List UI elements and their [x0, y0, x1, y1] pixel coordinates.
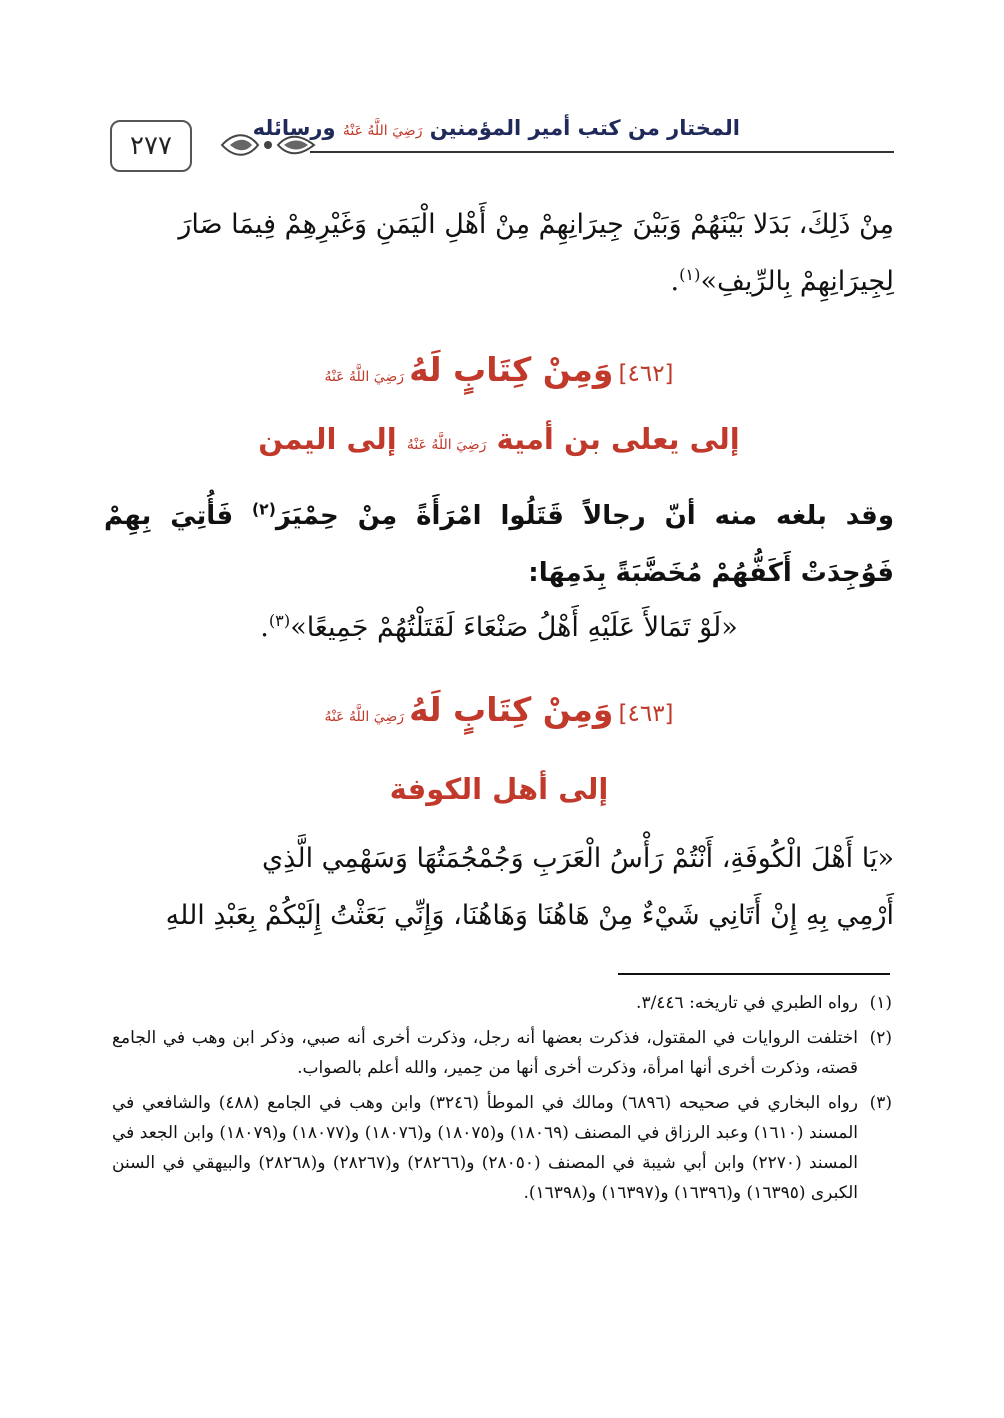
subheading-463-text: إلى أهل الكوفة [389, 772, 609, 806]
context-462-part2: فَأُتِيَ بِهِمْ فَوُجِدَتْ أَكَفُّهُمْ مُخَضَّبَةً بِدَمِهَا: [104, 501, 894, 588]
footnote-divider [618, 973, 890, 975]
quote-462-end: . [260, 612, 269, 643]
footnote-ref-2[interactable]: (٢) [252, 500, 276, 519]
section-463-subheading [104, 772, 894, 806]
section-462-honorific: رَضِيَ اللَّهُ عَنْهُ [324, 369, 405, 385]
quote-462-text: «لَوْ تَمَالأَ عَلَيْهِ أَهْلُ صَنْعَاءَ لَقَتَلْتُهُمْ جَمِيعًا» [290, 612, 738, 643]
page-number-text: ٢٧٧ [130, 131, 172, 161]
section-462-context [104, 488, 894, 602]
intro-end: . [670, 266, 680, 297]
intro-line-1: مِنْ ذَلِكَ، بَدَلا بَيْنَهُمْ وَبَيْنَ جِيرَانِهِمْ مِنْ أَهْلِ الْيَمَنِ وَغَيْرِهِمْ فِيمَا صَارَ [178, 209, 894, 240]
subheading-462-part1: إلى يعلى بن أمية [496, 422, 740, 456]
footnote-ref-3[interactable]: (٣) [268, 611, 291, 630]
section-463-text [104, 830, 894, 944]
footnote-3-text: رواه البخاري في صحيحه (٦٨٩٦) ومالك في الموطأ (٣٢٤٦) وابن وهب في الجامع (٤٨٨) والشافعي في المسند (١٦١٠) وعبد الرزاق في المصنف (١٨٠٦٩) و(١٨٠٧٥) و(١٨٠٧٦) و(١٨٠٧٧) و(١٨٠٧٩) وابن الجعد في المسند (٢٢٧٠) وابن أبي شيبة في المصنف (٢٨٠٥٠) و(٢٨٢٦٦) و(٢٨٢٦٧) و(٢٨٢٦٨) والبيهقي في السنن الكبرى (١٦٣٩٥) و(١٦٣٩٦) و(١٦٣٩٧) و(١٦٣٩٨). [112, 1093, 858, 1203]
section-463-honorific: رَضِيَ اللَّهُ عَنْهُ [324, 709, 405, 725]
footnote-ref-1[interactable]: (١) [679, 265, 701, 284]
section-463-title: وَمِنْ كِتَابٍ لَهُ [409, 690, 614, 729]
footnote-1 [112, 988, 892, 1018]
footnote-2-number: (٢) [869, 1028, 892, 1048]
subheading-462-part2: إلى اليمن [258, 422, 397, 456]
section-462-subheading [104, 422, 894, 456]
footnote-3 [112, 1088, 892, 1208]
section-462-quote [104, 612, 894, 643]
running-title-honorific: رَضِيَ اللَّهُ عَنْهُ [342, 123, 423, 139]
text-463-line-1: «يَا أَهْلَ الْكُوفَةِ، أَنْتُمْ رَأْسُ الْعَرَبِ وَجُمْجُمَتُهَا وَسَهْمِي الَّذِي [262, 843, 894, 874]
context-462-part1: وقد بلغه منه أنّ رجالاً قَتَلُوا امْرَأَةً مِنْ حِمْيَرَ [275, 501, 894, 531]
subheading-462-honorific: رَضِيَ اللَّهُ عَنْهُ [406, 437, 487, 453]
footnotes [112, 988, 892, 1213]
footnote-3-number: (٣) [869, 1093, 892, 1113]
footnote-1-text: رواه الطبري في تاريخه: ٣/٤٤٦. [636, 993, 858, 1013]
page-header [110, 112, 900, 174]
intro-line-2: لِجِيرَانِهِمْ بِالرِّيفِ» [700, 266, 894, 297]
intro-paragraph [104, 196, 894, 310]
page-number [110, 120, 192, 172]
running-title-part1: المختار من كتب أمير المؤمنين [429, 116, 740, 140]
intro-line-2-wrap [104, 253, 894, 310]
section-463-number: [٤٦٣] [618, 701, 674, 727]
text-463-line-2: أَرْمِي بِهِ إِنْ أَتَانِي شَيْءٌ مِنْ هَاهُنَا وَهَاهُنَا، وَإِنِّي بَعَثْتُ إِلَيْكُمْ بِعَبْدِ اللهِ [165, 900, 894, 931]
running-title-part2: ورسائله [252, 116, 336, 140]
footnote-2 [112, 1023, 892, 1083]
section-463-heading [104, 690, 894, 729]
footnote-1-number: (١) [869, 993, 892, 1013]
running-title [253, 116, 740, 140]
footnote-2-text: اختلفت الروايات في المقتول، فذكرت بعضها أنه رجل، وذكرت أخرى أنه صبي، وذكر ابن وهب في الجامع قصته، وذكرت أخرى أنها امرأة، وذكرت أخرى أنها من حِمير، والله أعلم بالصواب. [112, 1028, 858, 1078]
header-rule [310, 151, 894, 153]
section-462-title: وَمِنْ كِتَابٍ لَهُ [409, 350, 614, 389]
section-462-heading [104, 350, 894, 389]
section-462-number: [٤٦٢] [618, 361, 674, 387]
